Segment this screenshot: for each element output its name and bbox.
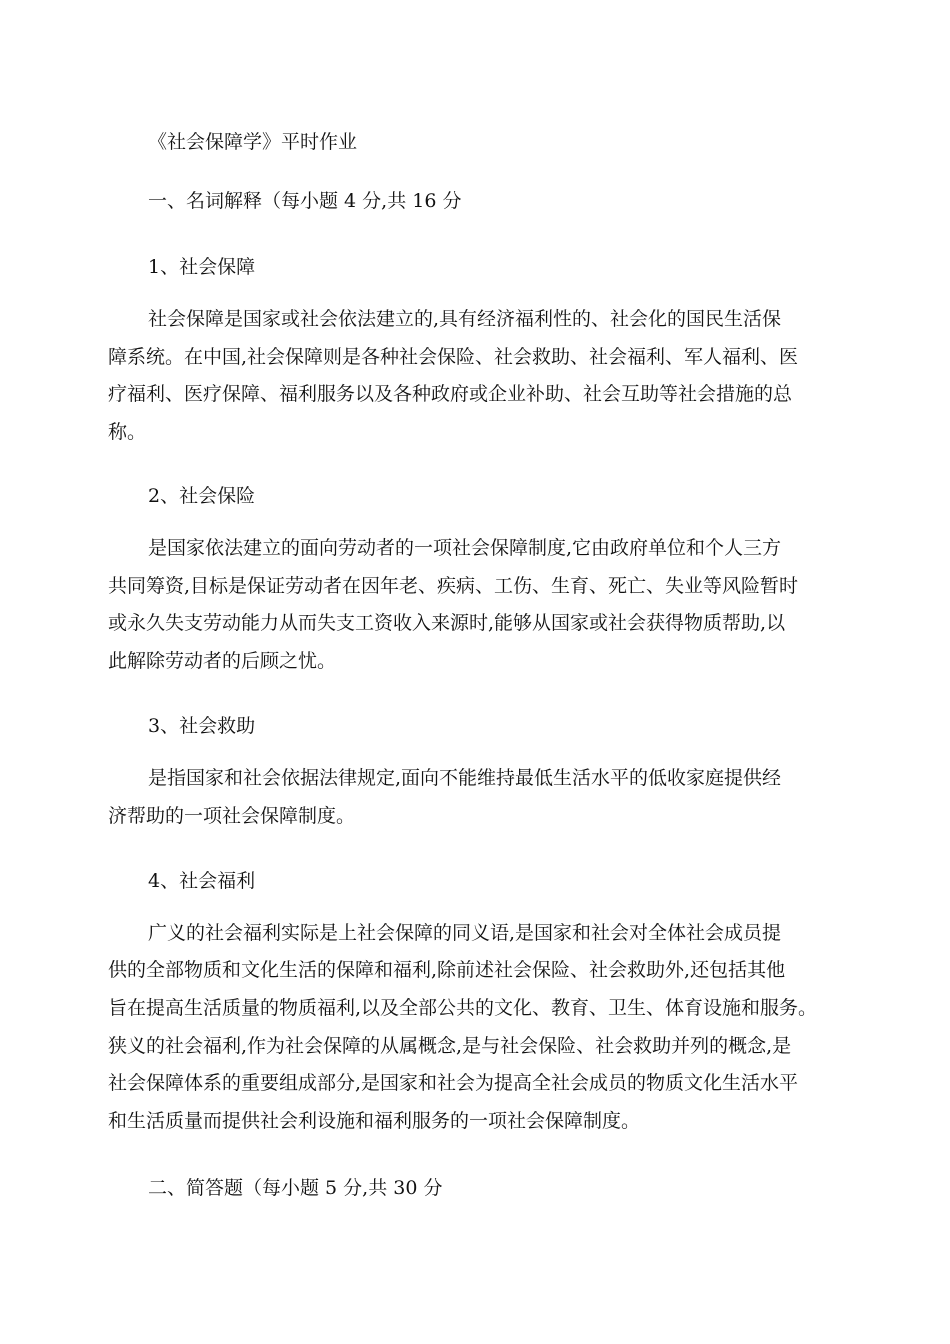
item-2-paragraph-line: 此解除劳动者的后顾之忧。 bbox=[108, 650, 337, 672]
item-4-paragraph-line: 狭义的社会福利,作为社会保障的从属概念,是与社会保险、社会救助并列的概念,是 bbox=[108, 1035, 792, 1057]
item-2-paragraph-line: 共同筹资,目标是保证劳动者在因年老、疾病、工伤、生育、死亡、失业等风险暂时 bbox=[108, 575, 799, 597]
item-4-paragraph-line: 和生活质量而提供社会利设施和福利服务的一项社会保障制度。 bbox=[108, 1110, 641, 1132]
item-4-paragraph-line: 广义的社会福利实际是上社会保障的同义语,是国家和社会对全体社会成员提 bbox=[148, 922, 782, 944]
document-title: 《社会保障学》平时作业 bbox=[148, 131, 358, 153]
item-3-paragraph-line: 是指国家和社会依据法律规定,面向不能维持最低生活水平的低收家庭提供经 bbox=[148, 767, 782, 789]
section-2-heading: 二、简答题（每小题 5 分,共 30 分 bbox=[148, 1177, 443, 1199]
item-1-paragraph-line: 疗福利、医疗保障、福利服务以及各种政府或企业补助、社会互助等社会措施的总 bbox=[108, 383, 793, 405]
item-2-paragraph-line: 是国家依法建立的面向劳动者的一项社会保障制度,它由政府单位和个人三方 bbox=[148, 537, 782, 559]
item-1-paragraph-line: 称。 bbox=[108, 421, 147, 443]
item-1-paragraph-line: 障系统。在中国,社会保障则是各种社会保险、社会救助、社会福利、军人福利、医 bbox=[108, 346, 799, 368]
item-3-paragraph-line: 济帮助的一项社会保障制度。 bbox=[108, 805, 356, 827]
item-1-heading: 1、社会保障 bbox=[148, 256, 256, 278]
item-2-heading: 2、社会保险 bbox=[148, 485, 256, 507]
item-4-heading: 4、社会福利 bbox=[148, 870, 256, 892]
item-4-paragraph-line: 旨在提高生活质量的物质福利,以及全部公共的文化、教育、卫生、体育设施和服务。 bbox=[108, 997, 818, 1019]
item-3-heading: 3、社会救助 bbox=[148, 715, 256, 737]
item-4-paragraph-line: 供的全部物质和文化生活的保障和福利,除前述社会保险、社会救助外,还包括其他 bbox=[108, 959, 786, 981]
item-2-paragraph-line: 或永久失支劳动能力从而失支工资收入来源时,能够从国家或社会获得物质帮助,以 bbox=[108, 612, 786, 634]
item-1-paragraph-line: 社会保障是国家或社会依法建立的,具有经济福利性的、社会化的国民生活保 bbox=[148, 308, 782, 330]
section-1-heading: 一、名词解释（每小题 4 分,共 16 分 bbox=[148, 190, 462, 212]
item-4-paragraph-line: 社会保障体系的重要组成部分,是国家和社会为提高全社会成员的物质文化生活水平 bbox=[108, 1072, 799, 1094]
